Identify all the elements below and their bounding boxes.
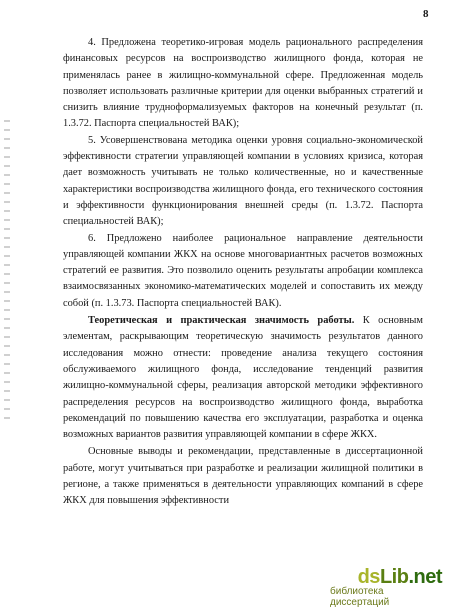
conclusions-paragraph: Основные выводы и рекомендации, представленные в диссертационной работе, могут учитываться при разработке и реализации жилищной политики в регионе, а также применяться в деятельности управляющих компаний в сфере ЖКХ для повышения эффективности — [63, 446, 423, 507]
scan-edge-artifact — [4, 120, 10, 420]
significance-heading: Теоретическая и практическая значимость работы. — [88, 315, 355, 327]
watermark-subtitle: библиотека диссертаций — [330, 586, 390, 608]
significance-text: К основным элементам, раскрывающим теоретическую значимость результатов данного исследования можно отнести: проведение анализа текущего состояния обслуживаемого жилищного фонда, исследование тенденций развития жилищно-коммунальной сферы, реализация авторской методики эффективного распределения ресурсов на воспроизводство жилищного фонда, выработка рекомендаций по повышению качества его эксплуатации, разработка и оценка возможных вариантов развития управляющей компании в сфере ЖКХ. — [63, 315, 423, 441]
logo-lib: Lib — [379, 566, 409, 588]
paragraph-item-4: 4. Предложена теоретико-игровая модель рационального распределения финансовых ресурсов на воспроизводство жилищного фонда, которая не применялась ранее в жилищно-коммунальной сфере. Предложенная модель позволяет использовать различные критерии для оценки выбранных стратегий и снизить влияние трудноформализуемых факторов на конечный результат (п. 1.3.72. Паспорта специальностей ВАК); — [63, 37, 423, 130]
document-body — [63, 35, 423, 510]
page-number: 8 — [423, 8, 429, 20]
paragraph-item-6: 6. Предложено наиболее рациональное направление деятельности управляющей компании ЖКХ на основе многовариантных расчетов возможных стратегий ее развития. Это позволило оценить результаты апробации комплекса взаимосвязанных экономико-математических моделей и сопоставить их между собой (п. 1.3.73. Паспорта специальностей ВАК). — [63, 232, 423, 309]
significance-paragraph — [63, 313, 423, 443]
paragraph-item-5: 5. Усовершенствована методика оценки уровня социально-экономической эффективности стратегии управляющей компании в условиях кризиса, которая дает возможность учитывать не только количественные, но и качественные характеристики воспроизводства жилищного фонда, его технического состояния и эффективности функционирования внешней среды (п. 1.3.72. Паспорта специальностей ВАК); — [63, 134, 423, 228]
dslib-watermark — [330, 566, 442, 608]
logo-net: .net — [408, 566, 442, 588]
logo-ds: ds — [357, 566, 380, 588]
